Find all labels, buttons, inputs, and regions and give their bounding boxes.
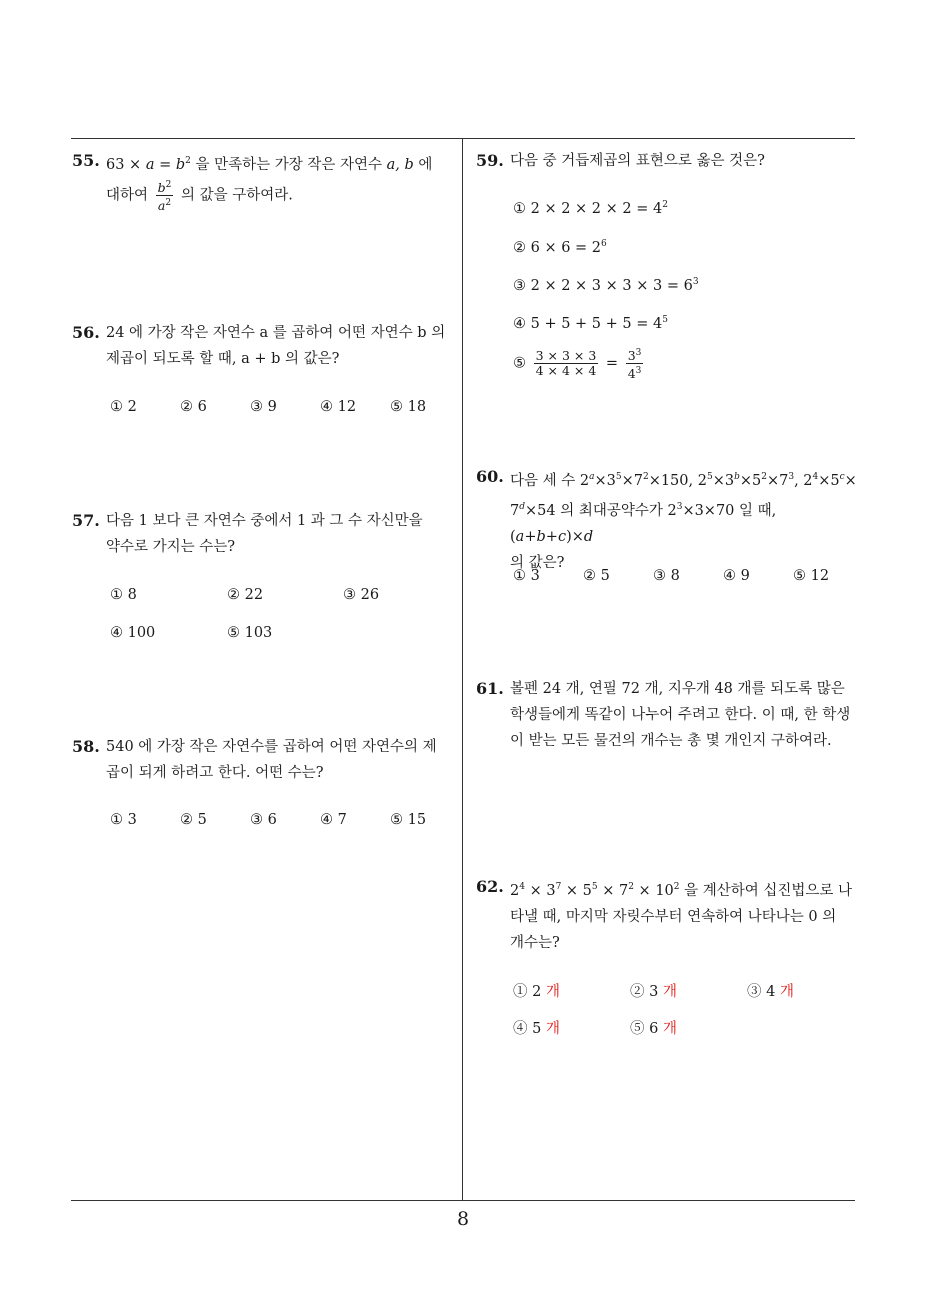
question-59 xyxy=(476,148,860,174)
fraction-left: $\frac{3 \times 3 \times 3}{4 \times 4 \times 4}$ xyxy=(535,348,597,379)
choice-3[interactable]: ③ 4 개 xyxy=(747,984,794,1000)
question-text: 볼펜 24 개, 연필 72 개, 지우개 48 개를 되도록 많은 학생들에게 똑같이 나누어 주려고 한다. 이 때, 한 학생 이 받는 모든 물건의 개수는 총 몇 개인지 구하여라. xyxy=(510,681,851,749)
choice-2[interactable]: ② 6 xyxy=(180,399,207,415)
question-number: 60. xyxy=(476,467,504,486)
question-56 xyxy=(72,320,457,372)
choice-2[interactable]: ② $6 \times 6 = 2^6$ xyxy=(513,239,607,256)
choice-1[interactable]: ① 2 xyxy=(110,399,137,415)
column-divider xyxy=(462,138,463,1201)
choice-3[interactable]: ③ $2 \times 2 \times 3 \times 3 \times 3 = 6^3$ xyxy=(513,277,699,294)
choice-4[interactable]: ④ 9 xyxy=(723,568,750,584)
question-62 xyxy=(476,874,860,956)
question-text: 다음 1 보다 큰 자연수 중에서 1 과 그 수 자신만을 약수로 가지는 수는? xyxy=(106,513,423,555)
choice-3[interactable]: ③ 9 xyxy=(250,399,277,415)
choice-1[interactable]: ① 3 xyxy=(513,568,540,584)
question-text: 다음 중 거듭제곱의 표현으로 옳은 것은? xyxy=(510,153,765,169)
choice-4[interactable]: ④ 12 xyxy=(320,399,357,415)
choice-5[interactable]: ⑤ 103 xyxy=(227,625,273,641)
choice-2[interactable]: ② 5 xyxy=(583,568,610,584)
question-text: 24 에 가장 작은 자연수 a 를 곱하여 어떤 자연수 b 의 제곱이 되도록 할 때, a + b 의 값은? xyxy=(106,325,446,367)
question-55 xyxy=(72,148,457,213)
question-57 xyxy=(72,508,457,560)
choice-3[interactable]: ③ 8 xyxy=(653,568,680,584)
question-number: 61. xyxy=(476,679,504,698)
fraction-right: $\frac{3^3}{4^3}$ xyxy=(627,348,642,382)
choice-4[interactable]: ④ $5 + 5 + 5 + 5 = 4^5$ xyxy=(513,315,668,332)
question-number: 58. xyxy=(72,737,100,756)
question-61 xyxy=(476,676,860,754)
question-58 xyxy=(72,734,457,786)
fraction-b2-over-a2: $\frac{b^2}{a^2}$ xyxy=(157,179,172,214)
choice-3[interactable]: ③ 6 xyxy=(250,812,277,828)
choice-4[interactable]: ④ 5 개 xyxy=(513,1021,560,1037)
question-number: 56. xyxy=(72,323,100,342)
choice-2[interactable]: ② 22 xyxy=(227,587,264,603)
question-60 xyxy=(476,464,860,576)
choice-5[interactable]: ⑤ 6 개 xyxy=(630,1021,677,1037)
choice-1[interactable]: ① $2 \times 2 \times 2 \times 2 = 4^2$ xyxy=(513,200,668,217)
bottom-rule xyxy=(71,1200,855,1201)
question-text: 540 에 가장 작은 자연수를 곱하여 어떤 자연수의 제 곱이 되게 하려고 한다. 어떤 수는? xyxy=(106,739,437,781)
question-number: 62. xyxy=(476,877,504,896)
choice-4[interactable]: ④ 100 xyxy=(110,625,156,641)
choice-2[interactable]: ② 5 xyxy=(180,812,207,828)
question-text: $63 \times a = b^2$ 을 만족하는 가장 작은 자연수 a, b 에 대하여 $\frac{b^2}{a^2}$ 의 값을 구하여라. xyxy=(106,156,433,214)
choice-2[interactable]: ② 3 개 xyxy=(630,984,677,1000)
page-number: 8 xyxy=(456,1208,470,1230)
question-number: 59. xyxy=(476,151,504,170)
choice-5[interactable]: ⑤ 15 xyxy=(390,812,427,828)
top-rule xyxy=(71,138,855,139)
question-text: 다음 세 수 $2^a\times 3^5\times 7^2\times 150$, $2^5\times 3^b\times 5^2\times 7^3$, $2^4\times 5^c\times$ $7^d\times 54$ 의 최대공약수가 $2^3\times 3\times 70$ 일 때, (a+b+c)×d 의 값은? xyxy=(510,472,857,571)
choice-5[interactable]: ⑤ 12 xyxy=(793,568,830,584)
choice-3[interactable]: ③ 26 xyxy=(343,587,380,603)
choice-1[interactable]: ① 8 xyxy=(110,587,137,603)
question-number: 55. xyxy=(72,151,100,170)
choice-5[interactable]: ⑤ 18 xyxy=(390,399,427,415)
question-number: 57. xyxy=(72,511,100,530)
question-text: $2^4 \times 3^7 \times 5^5 \times 7^2 \times 10^2$ 을 계산하여 십진법으로 나 타낼 때, 마지막 자릿수부터 연속하여 나타나는 0 의 개수는? xyxy=(510,882,853,951)
choice-1[interactable]: ① 3 xyxy=(110,812,137,828)
choice-5[interactable]: ⑤ $\frac{3 \times 3 \times 3}{4 \times 4 \times 4}$ = $\frac{3^3}{4^3}$ xyxy=(513,348,642,382)
choice-1[interactable]: ① 2 개 xyxy=(513,984,560,1000)
choice-4[interactable]: ④ 7 xyxy=(320,812,347,828)
